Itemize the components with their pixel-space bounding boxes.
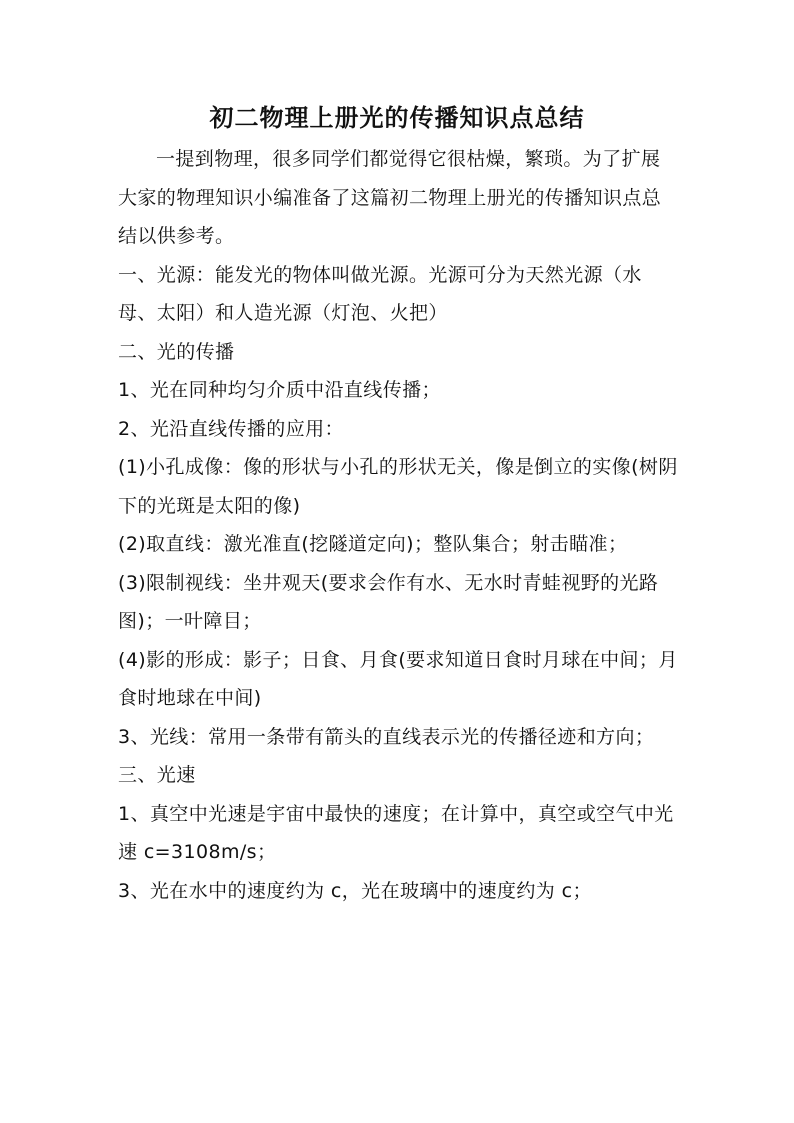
paragraph-vacuum-speed: 1、真空中光速是宇宙中最快的速度；在计算中，真空或空气中光速 c=3108m/s；: [118, 802, 674, 863]
paragraph-straight-line: 1、光在同种均匀介质中沿直线传播；: [118, 379, 441, 401]
document-title: 初二物理上册光的传播知识点总结: [209, 103, 585, 132]
paragraph-light-source: 一、光源：能发光的物体叫做光源。光源可分为天然光源（水母、太阳）和人造光源（灯泡、火把）: [118, 263, 642, 324]
intro-paragraph: 一提到物理，很多同学们都觉得它很枯燥，繁琐。为了扩展大家的物理知识小编准备了这篇初二物理上册光的传播知识点总结以供参考。: [118, 148, 662, 247]
heading-light-propagation: 二、光的传播: [118, 340, 235, 363]
paragraph-limited-vision: (3)限制视线：坐井观天(要求会作有水、无水时青蛙视野的光路图)；一叶障目；: [118, 571, 659, 632]
paragraph-pinhole: (1)小孔成像：像的形状与小孔的形状无关，像是倒立的实像(树阴下的光斑是太阳的像): [118, 456, 678, 517]
paragraph-applications: 2、光沿直线传播的应用：: [118, 417, 344, 440]
paragraph-light-ray: 3、光线：常用一条带有箭头的直线表示光的传播径迹和方向；: [118, 725, 655, 748]
heading-light-speed: 三、光速: [118, 764, 196, 786]
paragraph-water-glass-speed: 3、光在水中的速度约为 c，光在玻璃中的速度约为 c；: [118, 879, 592, 902]
paragraph-straight-alignment: (2)取直线：激光准直(挖隧道定向)；整队集合；射击瞄准；: [118, 533, 628, 555]
document-body: [118, 140, 678, 910]
paragraph-shadow: (4)影的形成：影子；日食、月食(要求知道日食时月球在中间；月食时地球在中间): [118, 648, 678, 709]
